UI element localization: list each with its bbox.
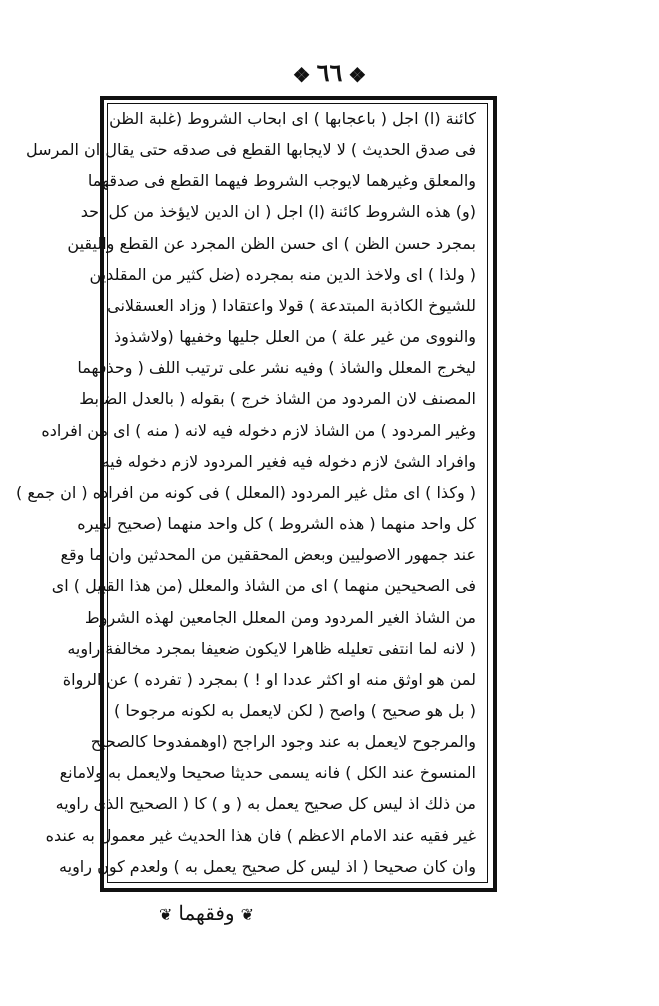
text-line: والنووى من غير علة ) من العلل جليها وخفيها (ولاشذوذ: [114, 327, 476, 347]
text-line: المنسوخ عند الكل ) فانه يسمى حديثا صحيحا ولايعمل به ولامانع: [59, 763, 476, 783]
text-line: وان كان صحيحا ( اذ ليس كل صحيح يعمل به ) ولعدم كون راويه: [59, 856, 476, 876]
text-line: ليخرج المعلل والشاذ ) وفيه نشر على ترتيب اللف ( وحذفهما: [77, 358, 476, 378]
text-line: ( ولذا ) اى ولاخذ الدين منه بمجرده (ضل كثير من المقلدين: [89, 264, 476, 284]
text-line: للشيوخ الكاذبة المبتدعة ) قولا واعتقادا ( وزاد العسقلانى: [107, 295, 476, 315]
main-text-block: [16, 108, 476, 878]
text-line: المصنف لان المردود من الشاذ خرج ) بقوله ( بالعدل الضابط: [79, 389, 476, 409]
catchword-right-ornament-icon: ❦: [240, 905, 254, 924]
text-line: وغير المردود ) من الشاذ لازم دخوله فيه لانه ( منه ) اى من افراده: [41, 420, 476, 440]
right-ornament-icon: ❖: [348, 62, 367, 87]
text-line: (و) هذه الشروط كائنة (ا) اجل ( ان الدين لايؤخذ من كل احد: [80, 202, 476, 222]
catchword-footer: [140, 900, 260, 928]
page-number: ٦٦: [316, 58, 343, 87]
text-line: عند جمهور الاصوليين وبعض المحققين من المحدثين وان ما وقع: [60, 545, 476, 565]
text-line: بمجرد حسن الظن ) اى حسن الظن المجرد عن القطع واليقين: [67, 233, 476, 253]
text-line: غير فقيه عند الامام الاعظم ) فان هذا الحديث غير معمول به عنده: [45, 825, 476, 845]
text-line: كائنة (ا) اجل ( باعجابها ) اى ابحاب الشروط (غلبة الظن: [109, 109, 476, 128]
text-line: ( بل هو صحيح ) واصح ( لكن لايعمل به لكونه مرجوحا ): [114, 700, 476, 720]
text-line: لمن هو اوثق منه او اكثر عددا او ! ) بمجرد ( تفرده ) عن الرواة: [62, 669, 476, 689]
catchword-left-ornament-icon: ❦: [158, 905, 173, 924]
text-line: فى صدق الحديث ) لا لايجابها القطع فى صدقه حتى يقال ان المرسل: [26, 140, 476, 160]
text-line: ( لانه لما انتفى تعليله ظاهرا لايكون ضعيفا بمجرد مخالفة راويه: [67, 638, 476, 658]
text-line: من ذلك اذ ليس كل صحيح يعمل به ( و ) كا ( الصحيح الذى راويه: [55, 794, 476, 814]
text-line: والمرجوح لايعمل به عند وجود الراجح (اوهمفدوحا كالصحيح: [90, 732, 476, 752]
text-line: والمعلق وغيرهما لايوجب الشروط فيهما القطع فى صدقهما: [87, 171, 476, 191]
text-line: فى الصحيحين منهما ) اى من الشاذ والمعلل (من هذا القبيل ) اى: [51, 576, 476, 596]
left-ornament-icon: ❖: [292, 62, 311, 87]
catchword: وفقهما: [178, 901, 235, 925]
text-line: كل واحد منهما ( هذه الشروط ) كل واحد منهما (صحيح لغيره: [77, 514, 476, 534]
text-line: من الشاذ الغير المردود ومن المعلل الجامعين لهذه الشروط: [84, 607, 476, 627]
text-line: وافراد الشئ لازم دخوله فيه فغير المردود لازم دخوله فيه: [101, 451, 476, 471]
text-line: ( وكذا ) اى مثل غير المردود (المعلل ) فى كونه من افراده ( ان جمع ): [16, 482, 476, 502]
page-header: [0, 58, 659, 90]
